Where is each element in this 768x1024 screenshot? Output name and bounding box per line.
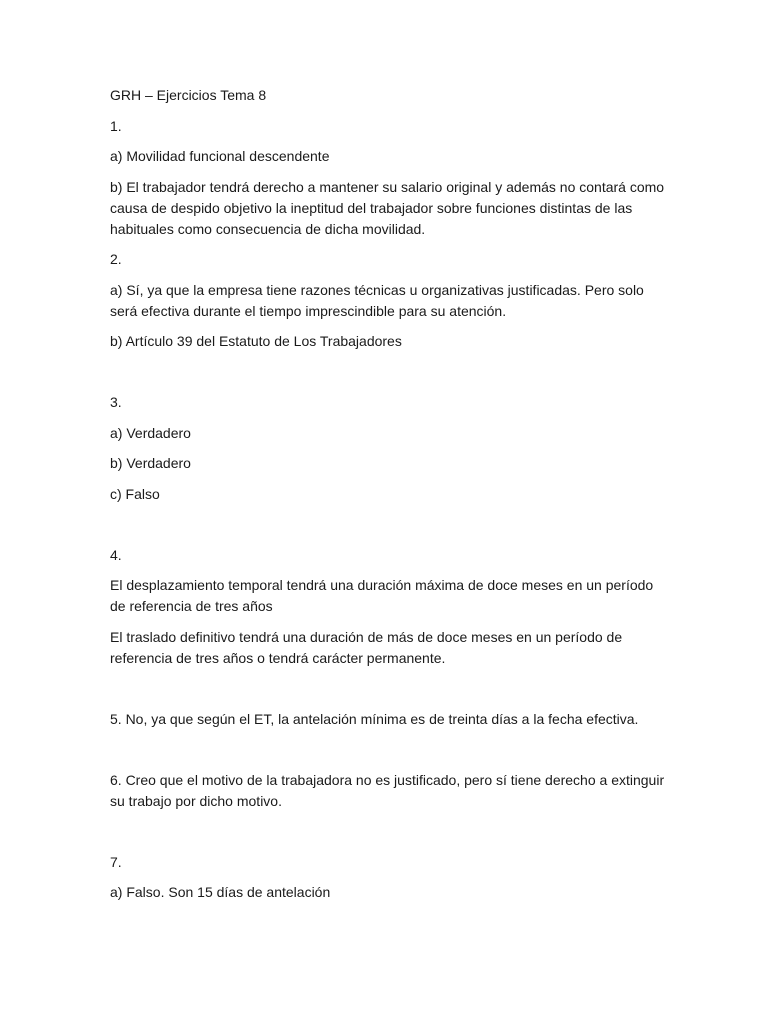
question-4-paragraph-1: El desplazamiento temporal tendrá una duración máxima de doce meses en un período de referencia de tres años (110, 577, 654, 614)
question-7-number: 7. (110, 853, 122, 870)
question-3-answer-a: a) Verdadero (110, 424, 191, 441)
question-5-answer: 5. No, ya que según el ET, la antelación mínima es de treinta días a la fecha efectiva. (110, 710, 639, 727)
question-2-answer-b: b) Artículo 39 del Estatuto de Los Trabajadores (110, 333, 402, 349)
question-1-number: 1. (110, 117, 122, 134)
question-7-answer-a: a) Falso. Son 15 días de antelación (110, 884, 331, 900)
question-2-answer-a: a) Sí, ya que la empresa tiene razones técnicas u organizativas justificadas. Pero solo será efectiva durante el tiempo imprescindible para su atención. (110, 281, 644, 319)
question-3-number: 3. (110, 394, 122, 410)
question-1-answer-b: b) El trabajador tendrá derecho a mantener su salario original y además no contará como causa de despido objetivo la ineptitud del trabajador sobre funciones distintas de las habituales como consecuencia de dicha movilidad. (110, 178, 665, 237)
question-4-number: 4. (110, 546, 122, 563)
question-6-answer: 6. Creo que el motivo de la trabajadora no es justificado, pero sí tiene derecho a extinguir su trabajo por dicho motivo. (110, 771, 665, 809)
document-title: GRH – Ejercicios Tema 8 (110, 87, 267, 103)
question-3-answer-b: b) Verdadero (110, 455, 191, 471)
question-4-paragraph-2: El traslado definitivo tendrá una duración de más de doce meses en un período de referencia de tres años o tendrá carácter permanente. (110, 628, 623, 666)
blank-line (110, 362, 665, 383)
blank-line (110, 821, 665, 842)
question-1-answer-a: a) Movilidad funcional descendente (110, 148, 330, 164)
blank-line (110, 739, 665, 760)
document-body (110, 85, 665, 913)
question-2-number: 2. (110, 251, 122, 267)
blank-line (110, 514, 665, 535)
blank-line (110, 678, 665, 699)
question-3-answer-c: c) Falso (110, 485, 160, 502)
